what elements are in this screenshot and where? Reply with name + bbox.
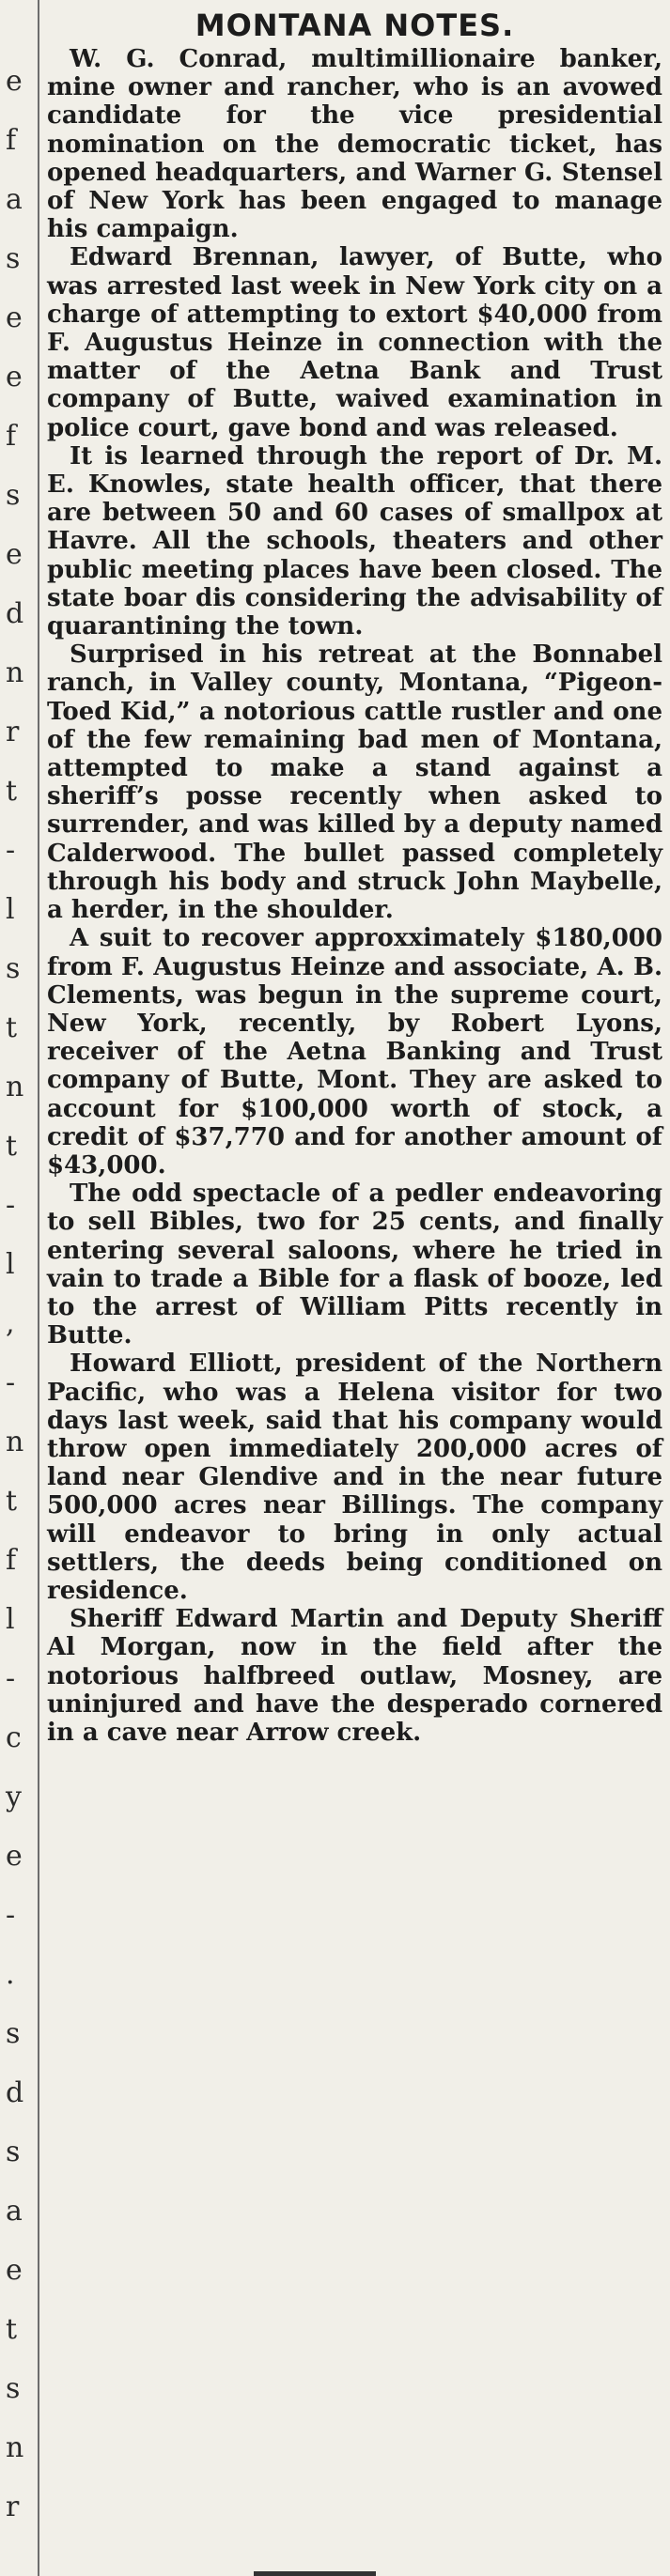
margin-fragment: s [6,2136,21,2168]
paragraph-sheriff-martin: Sheriff Edward Martin and Deputy Sheriff Al Morgan, now in the field after the notorious halfbreed outlaw, Mosney, are uninjured and have the desperado cornered in a cave near Arrow creek. [47,1605,662,1747]
margin-fragment: e [6,361,23,393]
margin-fragment: e [6,538,23,571]
margin-fragment: e [6,65,23,98]
margin-fragment: l [6,893,15,926]
margin-fragment: l [6,1603,15,1636]
margin-fragment: - [6,1189,16,1222]
margin-fragment: e [6,1840,23,1873]
margin-fragment: t [6,1485,18,1518]
margin-fragment: - [6,1366,16,1399]
paragraph-brennan: Edward Brennan, lawyer, of Butte, who was arrested last week in New York city on a charge of attempting to extort $40,000 from F. Augustus Heinze in connection with the matter of the Aetna Bank and Trust company of Butte, waived examination in police court, gave bond and was released. [47,243,662,442]
margin-fragment: , [6,1307,15,1340]
margin-fragment: t [6,2313,18,2346]
margin-fragment: n [6,1071,24,1103]
margin-fragment: s [6,2017,21,2050]
margin-fragment: . [6,1958,15,1991]
margin-fragment: r [6,2491,20,2523]
margin-fragment: - [6,1899,16,1932]
margin-fragment: y [6,1781,22,1813]
margin-fragment: s [6,479,21,512]
margin-fragment: s [6,952,21,985]
margin-fragment: n [6,656,24,689]
margin-fragment: f [6,420,17,453]
column-rule [38,0,39,2576]
margin-fragment: t [6,775,18,808]
margin-fragment: d [6,2076,24,2109]
margin-fragment: n [6,1426,24,1458]
margin-fragment: s [6,2372,21,2405]
margin-fragment: c [6,1721,22,1754]
margin-fragment: n [6,2431,24,2464]
margin-fragment: e [6,2254,23,2287]
margin-fragment: t [6,1011,18,1044]
margin-fragment: e [6,301,23,334]
article-montana-notes [47,8,662,1747]
paragraph-howard-elliott: Howard Elliott, president of the Northern Pacific, who was a Helena visitor for two days last week, said that his company would throw open immediately 200,000 acres of land near Glendive and in the near future 500,000 acres near Billings. The company will endeavor to bring in only actual settlers, the deeds being conditioned on residence. [47,1350,662,1605]
margin-fragment: - [6,1662,16,1695]
paragraph-smallpox: It is learned through the report of Dr. M. E. Knowles, state health officer, that there are between 50 and 60 cases of smallpox at Havre. All the schools, theaters and other public meeting places have been closed. The state boar dis considering the advisability of quarantining the town. [47,441,662,641]
margin-fragment: - [6,834,16,867]
paragraph-bible-pedler: The odd spectacle of a pedler endeavoring to sell Bibles, two for 25 cents, and finally entering several saloons, where he tried in vain to trade a Bible for a flask of booze, led to the arrest of William Pitts recently in Butte. [47,1180,662,1350]
adjacent-column-fragments [0,0,32,2576]
margin-fragment: d [6,597,24,630]
margin-fragment: s [6,242,21,275]
margin-fragment: a [6,183,23,216]
margin-fragment: f [6,1544,17,1577]
closing-rule [254,2571,376,2576]
headline: MONTANA NOTES. [195,8,515,43]
paragraph-heinze-suit: A suit to recover approxximately $180,000 from F. Augustus Heinze and associate, A. B. Clements, was begun in the supreme court, New York, recently, by Robert Lyons, receiver of the Aetna Banking and Trust company of Butte, Mont. They are asked to account for $100,000 worth of stock, a credit of $37,770 and for another amount of $43,000. [47,924,662,1180]
paragraph-conrad: W. G. Conrad, multimillionaire banker, mine owner and rancher, who is an avowed candidate for the vice presidential nomination on the democratic ticket, has opened headquarters, and Warner G. Stensel of New York has been engaged to manage his campaign. [47,45,662,244]
paragraph-pigeon-toed-kid: Surprised in his retreat at the Bonnabel ranch, in Valley county, Montana, “Pigeon-Toed Kid,” a notorious cattle rustler and one of the few remaining bad men of Montana, attempted to make a stand against a sheriff’s posse recently when asked to surrender, and was killed by a deputy named Calderwood. The bullet passed completely through his body and struck John Maybelle, a herder, in the shoulder. [47,640,662,925]
margin-fragment: t [6,1130,18,1163]
margin-fragment: a [6,2195,23,2228]
margin-fragment: l [6,1248,15,1281]
margin-fragment: r [6,716,20,748]
margin-fragment: f [6,124,17,157]
